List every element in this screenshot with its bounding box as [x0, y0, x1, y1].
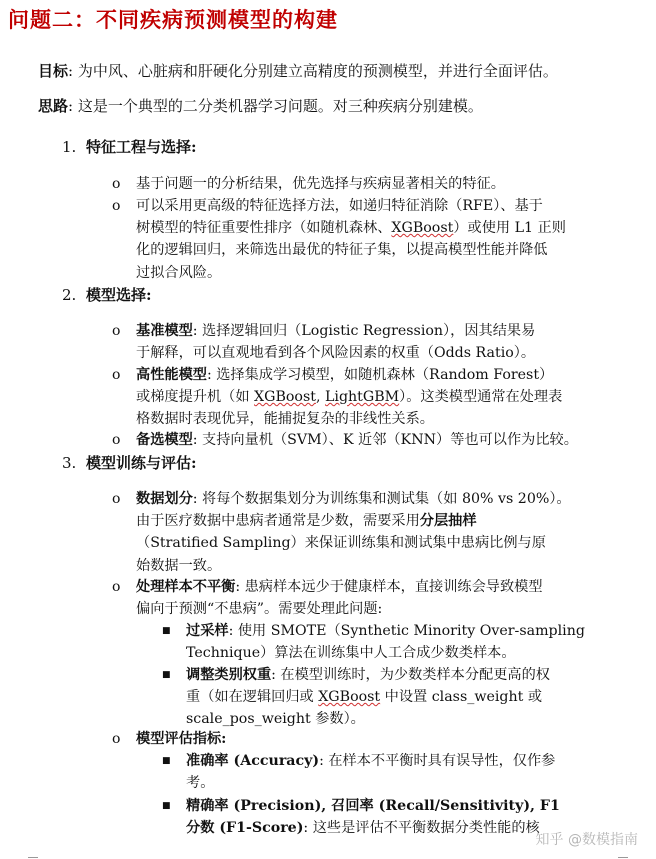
s3-imb-text: : 患病样本远少于健康样本，直接训练会导致模型	[235, 579, 543, 595]
s2-m2-line1	[136, 364, 618, 386]
square-bullet-icon: ■	[162, 670, 171, 680]
s3-imbalance	[136, 576, 618, 620]
idea-text: 这是一个典型的二分类机器学习问题。对三种疾病分别建模。	[77, 97, 483, 115]
bullet-icon: o	[112, 491, 121, 507]
s2-m1-line1	[136, 320, 618, 342]
s3-cw-line1	[186, 664, 618, 686]
s2-baseline-model	[136, 320, 618, 364]
square-bullet-icon: ■	[162, 626, 171, 636]
s3-pr-text: : 这些是评估不平衡数据分类性能的核	[303, 820, 540, 837]
s3-cw-text: : 在模型训练时，为少数类样本分配更高的权	[271, 667, 550, 683]
s1-b2-xgboost: XGBoost	[391, 220, 454, 237]
s3-d-label: 数据划分	[136, 491, 193, 507]
s3-ev-sep: :	[221, 731, 227, 747]
s1-b2-text-b: ）或使用 L1 正则	[453, 220, 566, 237]
page-title: 问题二：不同疾病预测模型的构建	[8, 7, 338, 32]
bullet-icon: o	[112, 176, 121, 192]
s2-m2-text-a: 或梯度提升机（如	[136, 389, 255, 406]
s1-b2-line3: 化的逻辑回归，来筛选出最优的特征子集，以提高模型性能并降低	[136, 242, 548, 259]
s2-m1-text: : 选择逻辑回归（Logistic Regression），因其结果易	[192, 323, 536, 339]
s3-acc-line2: 考。	[186, 775, 215, 792]
s3-d-text-a: 由于医疗数据中患病者通常是少数，需要采用	[136, 513, 420, 530]
bullet-icon: o	[112, 198, 121, 214]
s2-m2-comma: ,	[315, 389, 325, 406]
s3-d-text: : 将每个数据集划分为训练集和测试集（如 80% vs 20%）。	[192, 491, 571, 507]
s3-pr-label-b: 分数 (F1-Score)	[186, 820, 304, 837]
s3-os-line2: Technique）算法在训练集中人工合成少数类样本。	[186, 645, 516, 662]
s2-m2-text-c: ）。这类模型通常在处理表	[399, 389, 563, 406]
s2-m3-label: 备选模型	[136, 432, 193, 448]
goal-label: 目标	[38, 62, 69, 80]
s1-bullet-1: 基于问题一的分析结果，优先选择与疾病显著相关的特征。	[136, 176, 505, 192]
s3-class-weight	[186, 664, 618, 731]
s3-pr-label: 精确率 (Precision), 召回率 (Recall/Sensitivity), F1	[186, 798, 560, 814]
s3-imb-label: 处理样本不平衡	[136, 579, 236, 595]
bullet-icon: o	[112, 323, 121, 339]
section-1-title: 特征工程与选择:	[86, 138, 197, 156]
s3-acc-text: : 在样本不平衡时具有误导性，仅作参	[319, 753, 556, 769]
s3-cw-label: 调整类别权重	[186, 667, 272, 683]
s3-ev-label: 模型评估指标	[136, 731, 222, 747]
s3-os-line1	[186, 620, 618, 642]
square-bullet-icon: ■	[162, 756, 171, 766]
bullet-icon: o	[112, 432, 121, 448]
s3-d-line3: （Stratified Sampling）来保证训练集和测试集中患病比例与原	[136, 535, 546, 552]
bullet-icon: o	[112, 731, 121, 747]
s3-acc-line1	[186, 750, 618, 772]
s1-b2-line4: 过拟合风险。	[136, 264, 222, 281]
s2-m2-label: 高性能模型	[136, 367, 207, 383]
square-bullet-icon: ■	[162, 801, 171, 811]
s2-m2-xgboost: XGBoost	[254, 389, 316, 406]
watermark: 知乎 @数模指南	[535, 832, 638, 848]
s3-imb-line2: 偏向于预测“不患病”。需要处理此问题:	[136, 601, 383, 618]
goal-paragraph	[38, 60, 558, 82]
s2-m2-line2	[136, 386, 618, 408]
s3-d-line2	[136, 510, 618, 532]
idea-paragraph	[38, 95, 483, 117]
section-2-number: 2.	[62, 286, 77, 304]
section-3-number: 3.	[62, 454, 77, 472]
s3-cw-text-b: 中设置 class_weight 或	[380, 689, 543, 706]
s2-m3-text: : 支持向量机（SVM）、K 近邻（KNN）等也可以作为比较。	[192, 432, 578, 448]
s3-cw-xgboost: XGBoost	[318, 689, 381, 706]
s3-cw-line3: scale_pos_weight 参数）。	[186, 711, 365, 728]
s3-d-line4: 始数据一致。	[136, 557, 222, 574]
s3-acc-label: 准确率 (Accuracy)	[186, 753, 320, 769]
section-3-title: 模型训练与评估:	[86, 454, 197, 472]
s3-cw-text-a: 重（如在逻辑回归或	[186, 689, 319, 706]
idea-sep: :	[68, 97, 78, 115]
s2-m1-label: 基准模型	[136, 323, 193, 339]
s3-accuracy	[186, 750, 618, 794]
s3-os-text: : 使用 SMOTE（Synthetic Minority Over-sampling	[228, 623, 585, 639]
s2-high-perf-model	[136, 364, 618, 431]
s2-m2-line3: 格数据时表现优异，能捕捉复杂的非线性关系。	[136, 411, 434, 428]
s1-b2-line1: 可以采用更高级的特征选择方法，如递归特征消除（RFE）、基于	[136, 198, 543, 214]
s2-alt-model	[136, 429, 618, 451]
s1-bullet-2	[136, 195, 618, 284]
s2-m2-lightgbm: LightGBM	[324, 389, 400, 406]
section-1-number: 1.	[62, 138, 77, 156]
section-2-title: 模型选择:	[86, 286, 152, 304]
bullet-icon: o	[112, 367, 121, 383]
s3-os-label: 过采样	[186, 623, 229, 639]
s3-d-line1	[136, 488, 618, 510]
s3-imb-line1	[136, 576, 618, 598]
s3-data-split	[136, 488, 618, 577]
idea-label: 思路	[38, 97, 69, 115]
s2-m2-text: : 选择集成学习模型，如随机森林（Random Forest）	[206, 367, 554, 383]
s1-b2-text: 树模型的特征重要性排序（如随机森林、	[136, 220, 392, 237]
s2-m1-line2: 于解释，可以直观地看到各个风险因素的权重（Odds Ratio）。	[136, 345, 536, 362]
s1-b2-line2	[136, 217, 618, 239]
goal-text: 为中风、心脏病和肝硬化分别建立高精度的预测模型，并进行全面评估。	[77, 62, 558, 80]
s3-oversampling	[186, 620, 618, 664]
s3-d-stratified: 分层抽样	[419, 513, 477, 530]
s3-eval-metrics	[136, 728, 618, 750]
goal-sep: :	[68, 62, 78, 80]
bullet-icon: o	[112, 579, 121, 595]
s3-pr-line1	[186, 795, 618, 817]
s3-cw-line2	[186, 686, 618, 708]
